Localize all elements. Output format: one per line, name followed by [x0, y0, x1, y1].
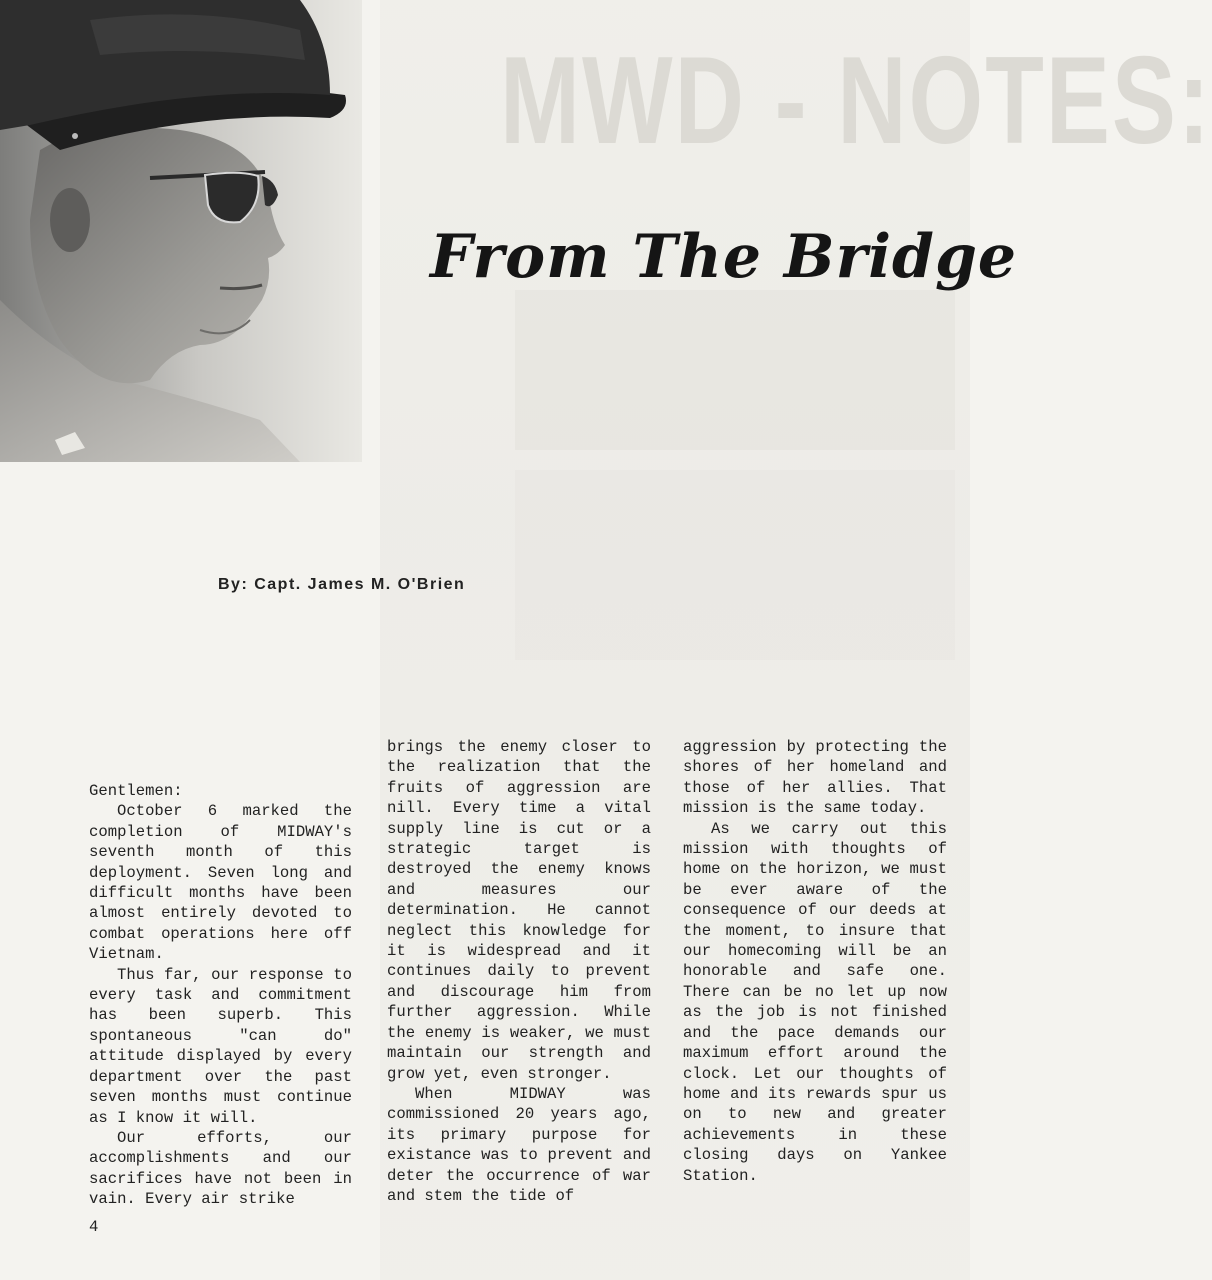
bleed-text-ghost: [515, 470, 955, 660]
paragraph: When MIDWAY was commissioned 20 years ago, its primary purpose for existance was to prevent and deter the occurrence of war and stem the tide of: [387, 1084, 651, 1205]
paragraph: October 6 marked the completion of MIDWAY's seventh month of this deployment. Seven long and difficult months have been almost entirely devoted to combat operations here off Vietnam.: [89, 802, 352, 964]
text-column-1: [89, 781, 352, 1210]
captain-portrait-photo: [0, 0, 362, 462]
paragraph: Thus far, our response to every task and commitment has been superb. This spontaneous "can do" attitude displayed by every department over the past seven months must continue as I know it will.: [89, 965, 352, 1127]
bleed-heading-ghost: MWD - NOTES:: [500, 31, 1212, 171]
text-column-3: [683, 737, 947, 1186]
text-column-2: [387, 737, 651, 1206]
byline: By: Capt. James M. O'Brien: [218, 576, 466, 593]
salutation: Gentlemen:: [89, 782, 183, 800]
paragraph: Our efforts, our accomplishments and our sacrifices have not been in vain. Every air strike: [89, 1128, 352, 1209]
paragraph: brings the enemy closer to the realization that the fruits of aggression are nill. Every time a vital supply line is cut or a strategic target is destroyed the enemy knows and measures our determination. He cannot neglect this knowledge for it is widespread and it continues daily to prevent and discourage him from further aggression. While the enemy is weaker, we must maintain our strength and grow yet, even stronger.: [387, 738, 651, 1083]
page-number: 4: [89, 1218, 99, 1236]
article-title: From The Bridge: [430, 222, 1018, 292]
bleed-photo-ghost: [515, 290, 955, 450]
paragraph: aggression by protecting the shores of her homeland and those of her allies. That mission is the same today.: [683, 738, 947, 818]
paragraph: As we carry out this mission with thoughts of home on the horizon, we must be ever aware of the consequence of our deeds at the moment, to insure that our homecoming will be an honorable and safe one. There can be no let up now as the job is not finished and the pace demands our maximum effort around the clock. Let our thoughts of home and its rewards spur us on to new and greater achievements in these closing days on Yankee Station.: [683, 819, 947, 1185]
